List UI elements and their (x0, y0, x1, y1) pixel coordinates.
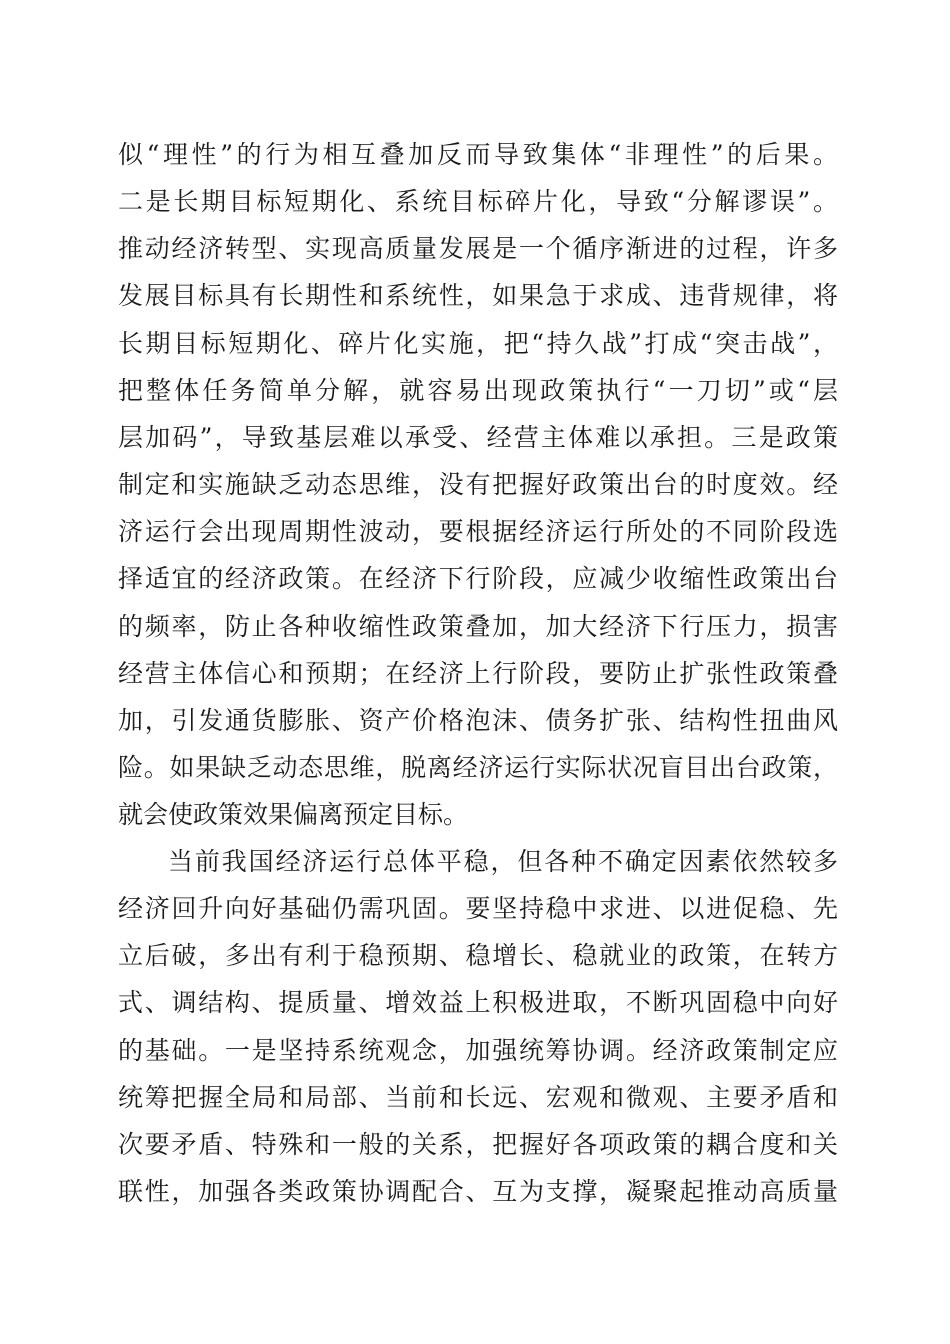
text-line: 层加码”，导致基层难以承受、经营主体难以承担。三是政策 (118, 423, 838, 452)
text-line: 制定和实施缺乏动态思维，没有把握好政策出台的时度效。经 (118, 470, 838, 499)
text-line: 发展目标具有长期性和系统性，如果急于求成、违背规律，将 (118, 281, 838, 310)
text-line: 的基础。一是坚持系统观念，加强统筹协调。经济政策制定应 (118, 1036, 838, 1065)
text-line: 险。如果缺乏动态思维，脱离经济运行实际状况盲目出台政策， (118, 753, 838, 782)
text-line: 次要矛盾、特殊和一般的关系，把握好各项政策的耦合度和关 (118, 1130, 838, 1159)
text-line: 经济回升向好基础仍需巩固。要坚持稳中求进、以进促稳、先 (118, 894, 838, 923)
text-line: 经营主体信心和预期；在经济上行阶段，要防止扩张性政策叠 (118, 659, 838, 688)
text-line: 长期目标短期化、碎片化实施，把“持久战”打成“突击战”， (118, 329, 838, 358)
text-line: 推动经济转型、实现高质量发展是一个循序渐进的过程，许多 (118, 234, 838, 263)
text-line: 的频率，防止各种收缩性政策叠加，加大经济下行压力，损害 (118, 612, 838, 641)
text-line: 联性，加强各类政策协调配合、互为支撑，凝聚起推动高质量 (118, 1177, 838, 1206)
text-line: 就会使政策效果偏离预定目标。 (118, 800, 469, 829)
text-line: 济运行会出现周期性波动，要根据经济运行所处的不同阶段选 (118, 517, 838, 546)
text-line: 当前我国经济运行总体平稳，但各种不确定因素依然较多 (168, 847, 838, 876)
text-line: 立后破，多出有利于稳预期、稳增长、稳就业的政策，在转方 (118, 941, 838, 970)
text-line: 统筹把握全局和局部、当前和长远、宏观和微观、主要矛盾和 (118, 1083, 838, 1112)
text-line: 加，引发通货膨胀、资产价格泡沫、债务扩张、结构性扭曲风 (118, 706, 838, 735)
text-line: 式、调结构、提质量、增效益上积极进取，不断巩固稳中向好 (118, 988, 838, 1017)
text-line: 择适宜的经济政策。在经济下行阶段，应减少收缩性政策出台 (118, 564, 838, 593)
text-line: 二是长期目标短期化、系统目标碎片化，导致“分解谬误”。 (118, 187, 838, 216)
text-line: 似“理性”的行为相互叠加反而导致集体“非理性”的后果。 (118, 140, 838, 169)
text-line: 把整体任务简单分解，就容易出现政策执行“一刀切”或“层 (118, 376, 838, 405)
